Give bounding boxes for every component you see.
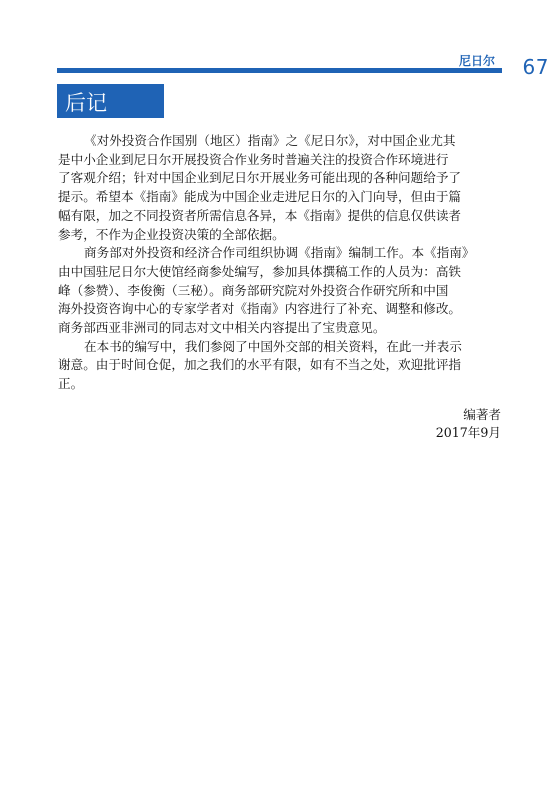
body-line: 由中国驻尼日尔大使馆经商参处编写，参加具体撰稿工作的人员为：高铁 [58,263,461,279]
body-line: 提示。希望本《指南》能成为中国企业走进尼日尔的入门向导，但由于篇 [58,189,461,205]
body-line: 峰（参赞）、李俊衡（三秘）。商务部研究院对外投资合作研究所和中国 [58,282,449,298]
body-line: 海外投资咨询中心的专家学者对《指南》内容进行了补充、调整和修改。 [58,301,461,317]
body-line: 商务部西亚非洲司的同志对文中相关内容提出了宝贵意见。 [58,320,386,336]
body-line: 正。 [58,376,84,392]
page-number: 67 [522,55,549,79]
section-title-bar [57,84,164,118]
signature-author: 编著者 [463,407,501,422]
body-line: 在本书的编写中，我们参阅了中国外交部的相关资料，在此一并表示 [84,338,462,354]
signature-date: 2017年9月 [435,425,501,440]
running-title: 尼日尔 [458,54,495,68]
body-text [58,132,502,394]
body-line: 《对外投资合作国别（地区）指南》之《尼日尔》，对中国企业尤其 [84,133,456,148]
header-rule [57,68,502,73]
body-line: 是中小企业到尼日尔开展投资合作业务时普遍关注的投资合作环境进行 [58,151,449,167]
body-line: 幅有限，加之不同投资者所需信息各异，本《指南》提供的信息仅供读者 [58,207,461,223]
section-title: 后记 [65,91,107,115]
body-line: 商务部对外投资和经济合作司组织协调《指南》编制工作。本《指南》 [84,245,475,261]
body-line: 谢意。由于时间仓促，加之我们的水平有限，如有不当之处，欢迎批评指 [58,357,461,373]
signature-block [436,406,501,442]
body-line: 了客观介绍；针对中国企业到尼日尔开展业务可能出现的各种问题给予了 [58,170,461,186]
body-line: 参考，不作为企业投资决策的全部依据。 [58,226,285,242]
